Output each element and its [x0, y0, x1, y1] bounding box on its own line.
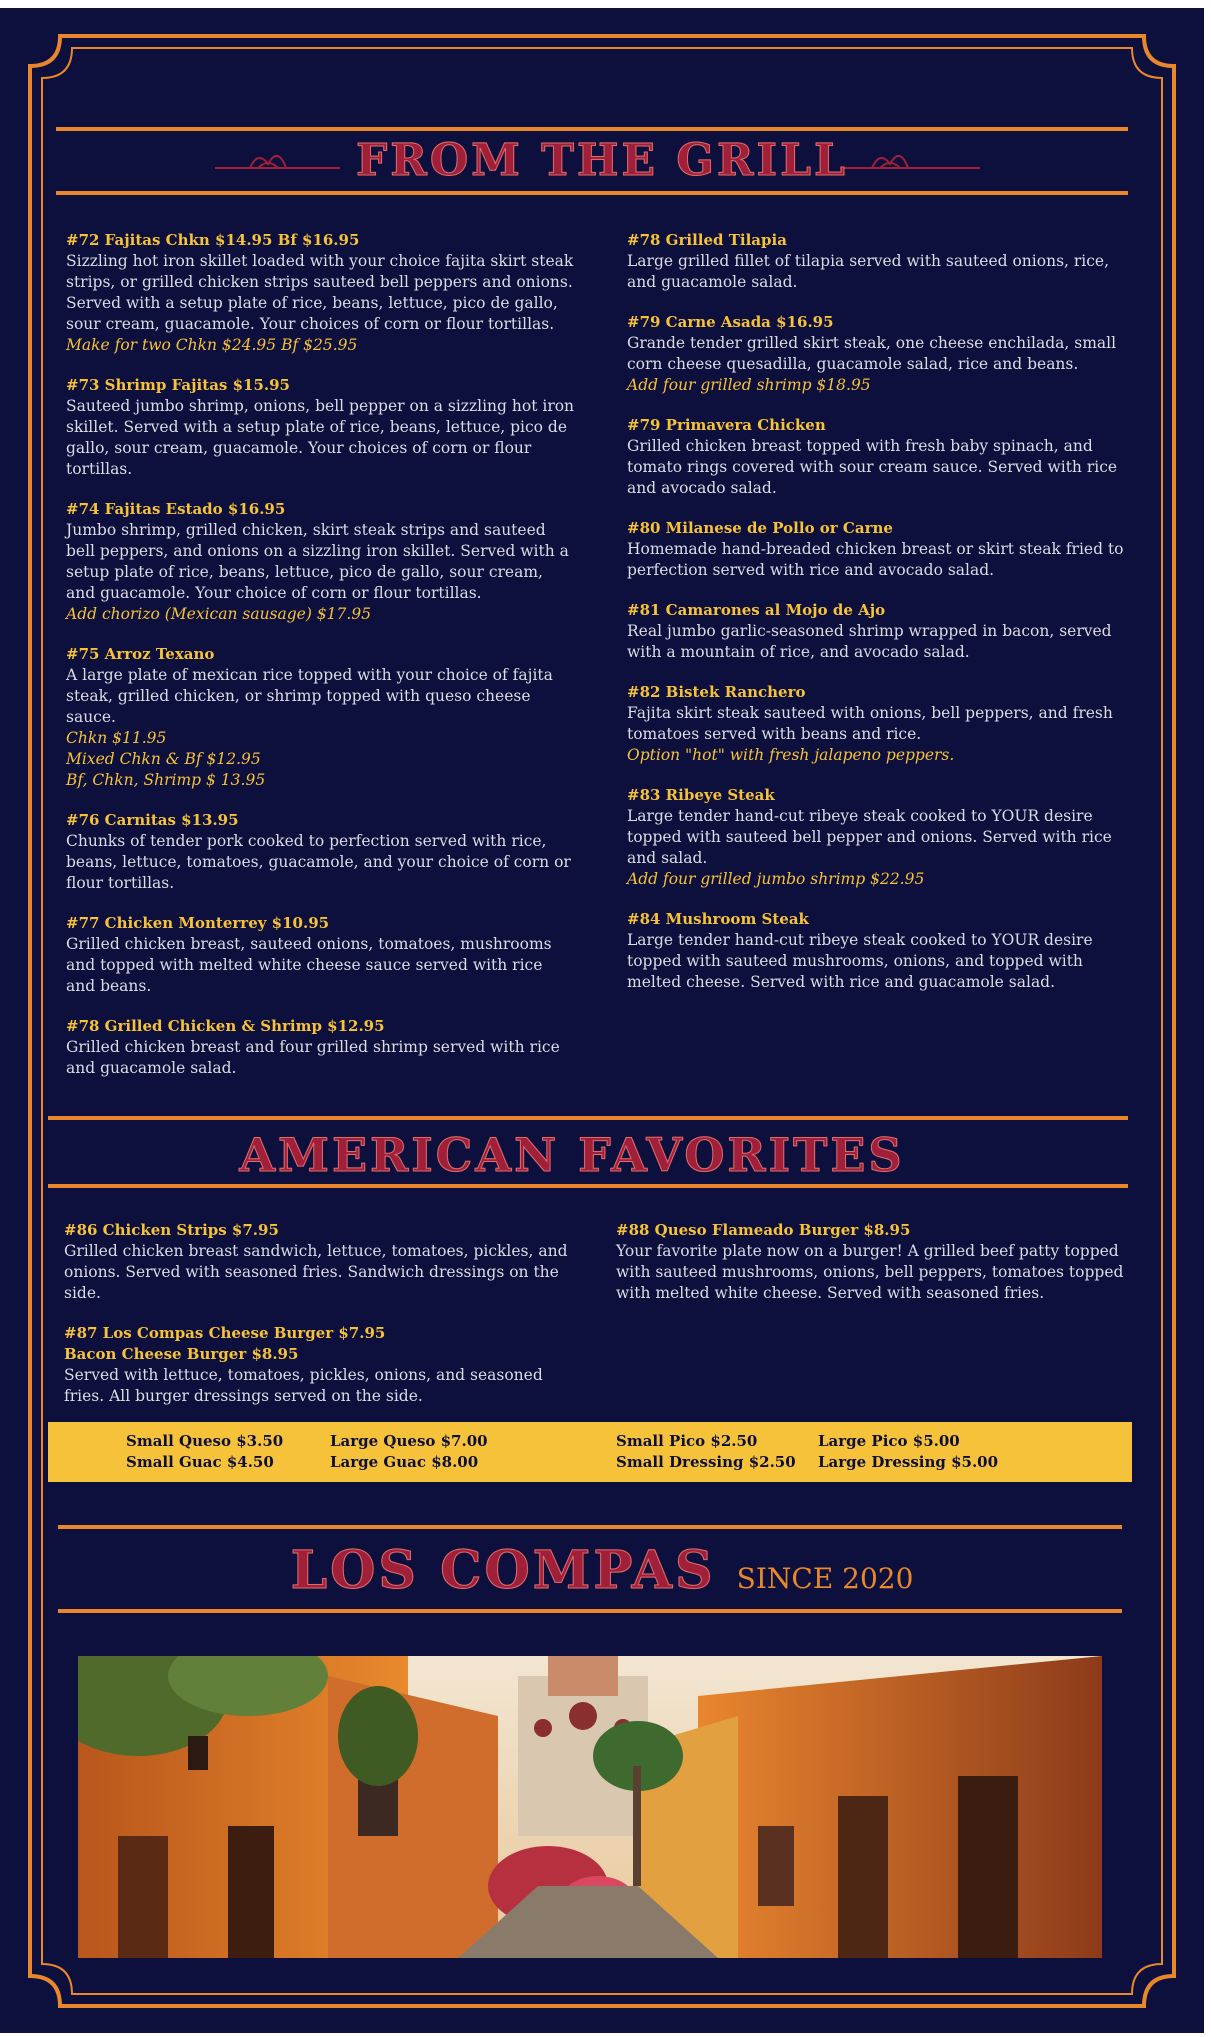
- american-item: [616, 1220, 1126, 1304]
- item-description: Homemade hand-breaded chicken breast or skirt steak fried to perfection served with rice and avocado salad.: [627, 540, 1124, 579]
- item-name: #79 Carne Asada $16.95: [627, 313, 834, 331]
- item-name: #83 Ribeye Steak: [627, 786, 775, 804]
- grill-item: [66, 375, 576, 480]
- grill-item: [627, 785, 1137, 890]
- item-description: Served with lettuce, tomatoes, pickles, onions, and seasoned fries. All burger dressings served on the side.: [64, 1366, 543, 1405]
- brand-name: LOS COMPAS: [290, 1540, 716, 1601]
- item-name: #77 Chicken Monterrey $10.95: [66, 914, 330, 932]
- item-extra: Make for two Chkn $24.95 Bf $25.95: [66, 336, 358, 354]
- grill-item: [66, 810, 576, 894]
- item-description: Jumbo shrimp, grilled chicken, skirt steak strips and sauteed bell peppers, and onions on a sizzling iron skillet. Served with a setup plate of rice, beans, lettuce, pico de gallo, sour cream, and guacamole. Your choice of corn or flour tortillas.: [66, 521, 569, 602]
- brand-heading: [0, 1540, 1204, 1601]
- grill-rule-bottom: [56, 191, 1128, 195]
- side-price: Small Guac $4.50: [126, 1453, 274, 1471]
- grill-item: [627, 415, 1137, 499]
- side-price: Small Pico $2.50: [616, 1432, 758, 1450]
- item-description: Sauteed jumbo shrimp, onions, bell pepper on a sizzling hot iron skillet. Served with a setup plate of rice, beans, lettuce, pico de gallo, sour cream, guacamole. Your choices of corn or flour tortillas.: [66, 397, 575, 478]
- item-extra: Add chorizo (Mexican sausage) $17.95: [66, 605, 372, 623]
- side-price-group: [330, 1431, 488, 1473]
- item-name: #75 Arroz Texano: [66, 645, 215, 663]
- item-description: Real jumbo garlic-seasoned shrimp wrapped in bacon, served with a mountain of rice, and avocado salad.: [627, 622, 1112, 661]
- item-extra: Chkn $11.95 Mixed Chkn & Bf $12.95 Bf, Chkn, Shrimp $ 13.95: [66, 729, 266, 789]
- grill-item: [66, 644, 576, 791]
- item-name: #78 Grilled Chicken & Shrimp $12.95: [66, 1017, 385, 1035]
- sides-price-band: [48, 1422, 1132, 1482]
- american-rule-top: [48, 1116, 1128, 1120]
- item-name: #78 Grilled Tilapia: [627, 231, 787, 249]
- brand-rule-bottom: [58, 1609, 1122, 1613]
- item-name: #79 Primavera Chicken: [627, 416, 826, 434]
- item-description: Large tender hand-cut ribeye steak cooked to YOUR desire topped with sauteed mushrooms, onions, and topped with melted cheese. Served with rice and guacamole salad.: [627, 931, 1093, 991]
- grill-item: [66, 230, 576, 356]
- grill-item: [66, 1016, 576, 1079]
- item-name: #81 Camarones al Mojo de Ajo: [627, 601, 886, 619]
- brand-rule-top: [58, 1525, 1122, 1529]
- american-right-column: [616, 1220, 1126, 1323]
- side-price: Large Guac $8.00: [330, 1453, 479, 1471]
- item-description: Fajita skirt steak sauteed with onions, bell peppers, and fresh tomatoes served with beans and rice.: [627, 704, 1113, 743]
- item-extra: Option "hot" with fresh jalapeno peppers.: [627, 746, 955, 764]
- menu-page: [0, 8, 1204, 2033]
- item-description: Grilled chicken breast sandwich, lettuce, tomatoes, pickles, and onions. Served with seasoned fries. Sandwich dressings on the side.: [64, 1242, 568, 1302]
- item-name: #88 Queso Flameado Burger $8.95: [616, 1221, 911, 1239]
- grill-item: [627, 230, 1137, 293]
- item-description: Your favorite plate now on a burger! A grilled beef patty topped with sauteed mushrooms, onions, bell peppers, tomatoes topped with melted white cheese. Served with seasoned fries.: [616, 1242, 1124, 1302]
- item-description: Grande tender grilled skirt steak, one cheese enchilada, small corn cheese quesadilla, guacamole salad, rice and beans.: [627, 334, 1117, 373]
- item-name: #82 Bistek Ranchero: [627, 683, 806, 701]
- side-price: Small Queso $3.50: [126, 1432, 284, 1450]
- item-name: #73 Shrimp Fajitas $15.95: [66, 376, 290, 394]
- item-extra: Add four grilled shrimp $18.95: [627, 376, 871, 394]
- item-name: #80 Milanese de Pollo or Carne: [627, 519, 893, 537]
- american-rule-bottom: [48, 1184, 1128, 1188]
- grill-right-column: [627, 230, 1137, 1012]
- grill-item: [627, 682, 1137, 766]
- item-description: Sizzling hot iron skillet loaded with your choice fajita skirt steak strips, or grilled chicken strips sauteed bell peppers and onions. Served with a setup plate of rice, beans, lettuce, pico de gallo, sour cream, guacamole. Your choices of corn or flour tortillas.: [66, 252, 574, 333]
- item-name: #72 Fajitas Chkn $14.95 Bf $16.95: [66, 231, 360, 249]
- american-left-column: [64, 1220, 574, 1426]
- side-price: Large Dressing $5.00: [818, 1453, 999, 1471]
- item-name: #74 Fajitas Estado $16.95: [66, 500, 286, 518]
- item-description: Chunks of tender pork cooked to perfection served with rice, beans, lettuce, tomatoes, guacamole, and your choice of corn or flour tortillas.: [66, 832, 571, 892]
- item-description: Grilled chicken breast topped with fresh baby spinach, and tomato rings covered with sour cream sauce. Served with rice and avocado salad.: [627, 437, 1118, 497]
- side-price: Large Queso $7.00: [330, 1432, 488, 1450]
- grill-item: [66, 499, 576, 625]
- item-name: #86 Chicken Strips $7.95: [64, 1221, 279, 1239]
- brand-since: SINCE 2020: [736, 1562, 914, 1595]
- american-item: [64, 1220, 574, 1304]
- side-price-group: [616, 1431, 796, 1473]
- item-name: #76 Carnitas $13.95: [66, 811, 239, 829]
- grill-left-column: [66, 230, 576, 1098]
- item-description: Large tender hand-cut ribeye steak cooked to YOUR desire topped with sauteed bell pepper and onions. Served with rice and salad.: [627, 807, 1112, 867]
- item-description: Grilled chicken breast, sauteed onions, tomatoes, mushrooms and topped with melted white cheese sauce served with rice and beans.: [66, 935, 552, 995]
- grill-item: [627, 312, 1137, 396]
- grill-item: [66, 913, 576, 997]
- item-description: Large grilled fillet of tilapia served with sauteed onions, rice, and guacamole salad.: [627, 252, 1110, 291]
- item-extra: Add four grilled jumbo shrimp $22.95: [627, 870, 925, 888]
- item-name: #84 Mushroom Steak: [627, 910, 809, 928]
- grill-title: FROM THE GRILL: [356, 135, 848, 186]
- american-item: [64, 1323, 574, 1407]
- side-price-group: [818, 1431, 998, 1473]
- item-description: A large plate of mexican rice topped with your choice of fajita steak, grilled chicken, or shrimp topped with queso cheese sauce.: [66, 666, 553, 726]
- grill-item: [627, 600, 1137, 663]
- street-scene-photo: [78, 1656, 1102, 1958]
- item-name: #87 Los Compas Cheese Burger $7.95 Bacon Cheese Burger $8.95: [64, 1324, 386, 1363]
- side-price: Small Dressing $2.50: [616, 1453, 796, 1471]
- grill-rule-top: [56, 127, 1128, 131]
- item-description: Grilled chicken breast and four grilled shrimp served with rice and guacamole salad.: [66, 1038, 560, 1077]
- grill-item: [627, 909, 1137, 993]
- american-title: AMERICAN FAVORITES: [239, 1128, 905, 1182]
- side-price-group: [126, 1431, 283, 1473]
- grill-item: [627, 518, 1137, 581]
- side-price: Large Pico $5.00: [818, 1432, 960, 1450]
